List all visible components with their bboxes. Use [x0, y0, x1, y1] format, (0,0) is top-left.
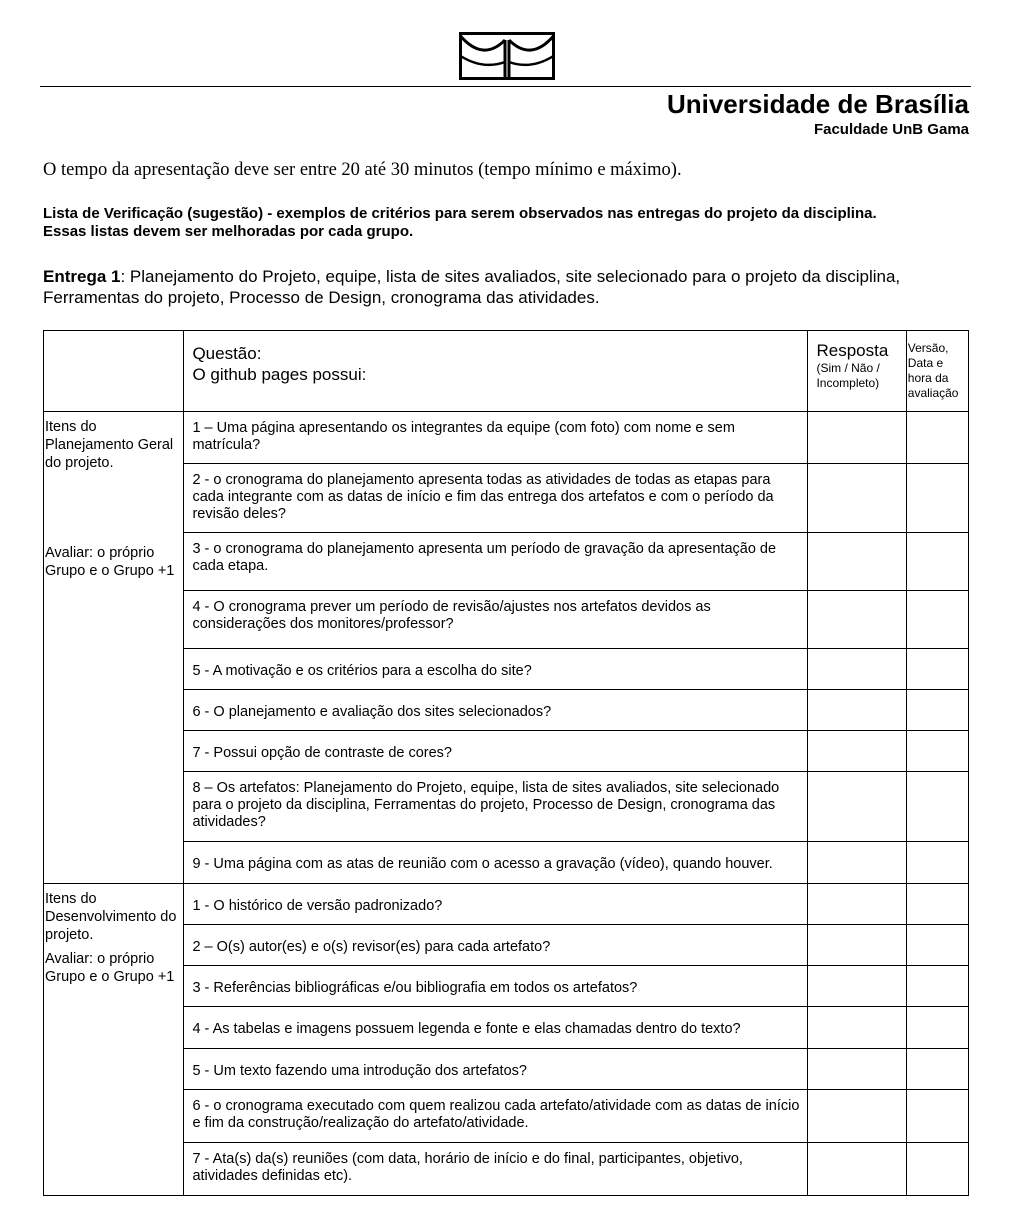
question-cell: 5 - Um texto fazendo uma introdução dos artefatos?	[184, 1049, 808, 1090]
question-cell: 8 – Os artefatos: Planejamento do Projeto, equipe, lista de sites avaliados, site selecionado para o projeto da disciplina, Ferramentas do projeto, Processo de Design, cronograma das atividades?	[184, 772, 808, 842]
question-cell: 7 - Possui opção de contraste de cores?	[184, 731, 808, 772]
version-cell[interactable]	[906, 690, 968, 731]
answer-cell[interactable]	[808, 842, 906, 884]
header-rule	[40, 86, 971, 87]
faculty-name: Faculdade UnB Gama	[813, 121, 969, 138]
unb-logo-icon	[459, 32, 555, 80]
checklist-line-1: Lista de Verificação (sugestão) - exemplos de critérios para serem observados nas entregas do projeto da disciplina.	[43, 205, 877, 222]
question-cell: 4 - As tabelas e imagens possuem legenda e fonte e elas chamadas dentro do texto?	[184, 1007, 808, 1049]
question-cell: 5 - A motivação e os critérios para a escolha do site?	[184, 649, 808, 690]
version-cell[interactable]	[906, 1007, 968, 1049]
answer-cell[interactable]	[808, 884, 906, 925]
header-answer-options: (Sim / Não / Incompleto)	[816, 361, 880, 390]
question-cell: 1 - O histórico de versão padronizado?	[184, 884, 808, 925]
entrega-text: : Planejamento do Projeto, equipe, lista de sites avaliados, site selecionado para o projeto da disciplina, Ferramentas do projeto, Processo de Design, cronograma das atividades.	[43, 267, 901, 307]
section-planning-label: Itens do Planejamento Geral do projeto.	[45, 419, 174, 471]
entrega-description	[43, 266, 983, 308]
version-cell[interactable]	[906, 1049, 968, 1090]
checklist-intro	[43, 205, 983, 241]
version-cell[interactable]	[906, 731, 968, 772]
version-cell[interactable]	[906, 966, 968, 1007]
question-cell: 3 - o cronograma do planejamento apresenta um período de gravação da apresentação de cada etapa.	[184, 533, 808, 591]
answer-cell[interactable]	[808, 591, 906, 649]
presentation-time-note: O tempo da apresentação deve ser entre 20 até 30 minutos (tempo mínimo e máximo).	[43, 160, 682, 180]
question-cell: 1 – Uma página apresentando os integrantes da equipe (com foto) com nome e sem matrícula?	[184, 412, 808, 464]
header-question-label: Questão:	[192, 344, 262, 363]
answer-cell[interactable]	[808, 412, 906, 464]
entrega-label: Entrega 1	[43, 267, 121, 286]
question-cell: 9 - Uma página com as atas de reunião com o acesso a gravação (vídeo), quando houver.	[184, 842, 808, 884]
version-cell[interactable]	[906, 925, 968, 966]
question-cell: 4 - O cronograma prever um período de revisão/ajustes nos artefatos devidos as considerações dos monitores/professor?	[184, 591, 808, 649]
answer-cell[interactable]	[808, 731, 906, 772]
table-row	[44, 412, 969, 464]
version-cell[interactable]	[906, 884, 968, 925]
section-development-label: Itens do Desenvolvimento do projeto.	[45, 891, 177, 943]
version-cell[interactable]	[906, 1143, 968, 1196]
section-planning-evaluator: Avaliar: o próprio Grupo e o Grupo +1	[45, 545, 175, 579]
version-cell[interactable]	[906, 1090, 968, 1143]
version-cell[interactable]	[906, 533, 968, 591]
university-name: Universidade de Brasília	[666, 89, 969, 119]
question-cell: 7 - Ata(s) da(s) reuniões (com data, horário de início e do final, participantes, objetivo, atividades definidas etc).	[184, 1143, 808, 1196]
header-question-subject: O github pages possui:	[192, 365, 367, 384]
version-cell[interactable]	[906, 649, 968, 690]
answer-cell[interactable]	[808, 1090, 906, 1143]
answer-cell[interactable]	[808, 966, 906, 1007]
checklist-table	[43, 330, 969, 1196]
header-empty-cell	[44, 331, 184, 412]
version-cell[interactable]	[906, 772, 968, 842]
section-planning-cell	[44, 412, 184, 884]
answer-cell[interactable]	[808, 464, 906, 533]
section-development-evaluator: Avaliar: o próprio Grupo e o Grupo +1	[45, 951, 175, 985]
answer-cell[interactable]	[808, 649, 906, 690]
answer-cell[interactable]	[808, 925, 906, 966]
question-cell: 6 - o cronograma executado com quem realizou cada artefato/atividade com as datas de início e fim da construção/realização do artefato/atividade.	[184, 1090, 808, 1143]
question-cell: 2 - o cronograma do planejamento apresenta todas as atividades de todas as etapas para cada integrante com as datas de início e fim das entrega dos artefatos e com o período da revisão deles?	[184, 464, 808, 533]
answer-cell[interactable]	[808, 1049, 906, 1090]
question-cell: 2 – O(s) autor(es) e o(s) revisor(es) para cada artefato?	[184, 925, 808, 966]
checklist-line-2: Essas listas devem ser melhoradas por cada grupo.	[43, 223, 414, 240]
header-question-cell	[184, 331, 808, 412]
version-cell[interactable]	[906, 842, 968, 884]
answer-cell[interactable]	[808, 1007, 906, 1049]
section-development-cell	[44, 884, 184, 1196]
header-version-cell: Versão, Data e hora da avaliação	[906, 331, 968, 412]
header-answer-title: Resposta	[816, 341, 889, 360]
header-answer-cell	[808, 331, 906, 412]
version-cell[interactable]	[906, 464, 968, 533]
answer-cell[interactable]	[808, 1143, 906, 1196]
answer-cell[interactable]	[808, 690, 906, 731]
answer-cell[interactable]	[808, 533, 906, 591]
version-cell[interactable]	[906, 412, 968, 464]
question-cell: 3 - Referências bibliográficas e/ou bibliografia em todos os artefatos?	[184, 966, 808, 1007]
answer-cell[interactable]	[808, 772, 906, 842]
question-cell: 6 - O planejamento e avaliação dos sites selecionados?	[184, 690, 808, 731]
version-cell[interactable]	[906, 591, 968, 649]
table-header-row	[44, 331, 969, 412]
table-row	[44, 884, 969, 925]
